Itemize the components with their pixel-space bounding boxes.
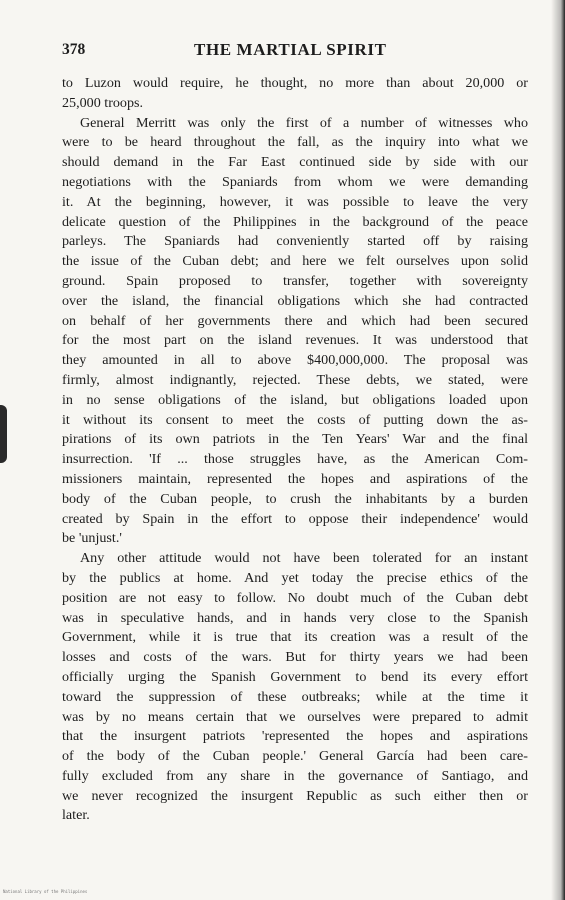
text-line: was in speculative hands, and in hands very close to the Spanish	[62, 609, 528, 626]
text-line: by the publics at home. And yet today the precise ethics of the	[62, 569, 528, 586]
text-line: it without its consent to meet the costs of putting down the as-	[62, 411, 528, 428]
page-header	[62, 41, 526, 65]
text-line: created by Spain in the effort to oppose their independence' would	[62, 510, 528, 527]
text-line: later.	[62, 807, 90, 824]
text-line: delicate question of the Philippines in the background of the peace	[62, 213, 528, 230]
text-line: General Merritt was only the first of a number of witnesses who	[80, 114, 528, 131]
text-line: parleys. The Spaniards had conveniently started off by raising	[62, 233, 528, 250]
text-line: it. At the beginning, however, it was possible to leave the very	[62, 193, 528, 210]
text-line: were to be heard throughout the fall, as the inquiry into what we	[62, 134, 528, 151]
text-line: that the insurgent patriots 'represented the hopes and aspirations	[62, 728, 528, 745]
running-head: THE MARTIAL SPIRIT	[194, 40, 387, 59]
page-edge-mark	[0, 405, 7, 463]
text-line: Government, while it is true that its creation was a result of the	[62, 629, 528, 646]
text-line: on behalf of her governments there and which had been secured	[62, 312, 528, 329]
text-line: officially urging the Spanish Government to bend its every effort	[62, 668, 528, 685]
text-line: body of the Cuban people, to crush the inhabitants by a burden	[62, 490, 528, 507]
text-line: position are not easy to follow. No doubt much of the Cuban debt	[62, 589, 528, 606]
text-line: in no sense obligations of the island, but obligations loaded upon	[62, 391, 528, 408]
text-line: negotiations with the Spaniards from whom we were demanding	[62, 173, 528, 190]
text-line: insurrection. 'If ... those struggles have, as the American Com-	[62, 451, 528, 468]
text-line: the issue of the Cuban debt; and here we felt ourselves upon solid	[62, 253, 528, 270]
text-line: pirations of its own patriots in the Ten Years' War and the final	[62, 431, 528, 448]
text-line: 25,000 troops.	[62, 94, 144, 111]
paragraph	[62, 549, 528, 826]
text-line: Any other attitude would not have been tolerated for an instant	[80, 550, 528, 567]
text-line: ground. Spain proposed to transfer, together with sovereignty	[62, 272, 528, 289]
scan-footer: National Library of the Philippines	[3, 889, 88, 894]
text-line: firmly, almost indignantly, rejected. These debts, we stated, were	[62, 371, 528, 388]
paragraph	[62, 114, 528, 550]
binding-shadow	[551, 0, 565, 900]
text-line: fully excluded from any share in the governance of Santiago, and	[62, 767, 528, 784]
text-line: for the most part on the island revenues. It was understood that	[62, 332, 528, 349]
text-line: toward the suppression of these outbreaks; while at the time it	[62, 688, 528, 705]
text-line: over the island, the financial obligations which she had contracted	[62, 292, 528, 309]
paragraph	[62, 74, 528, 114]
text-line: be 'unjust.'	[62, 530, 122, 547]
text-line: losses and costs of the wars. But for thirty years we had been	[62, 649, 528, 666]
text-line: was by no means certain that we ourselves were prepared to admit	[62, 708, 528, 725]
text-line: to Luzon would require, he thought, no more than about 20,000 or	[62, 75, 528, 91]
body-text	[62, 74, 528, 826]
text-line: missioners maintain, represented the hopes and aspirations of the	[62, 470, 528, 487]
text-line: of the body of the Cuban people.' General García had been care-	[62, 748, 528, 765]
text-line: should demand in the Far East continued side by side with our	[62, 154, 528, 171]
page-number: 378	[62, 41, 86, 58]
text-line: they amounted in all to above $400,000,000. The proposal was	[62, 352, 528, 369]
text-line: we never recognized the insurgent Republic as such either then or	[62, 787, 528, 804]
